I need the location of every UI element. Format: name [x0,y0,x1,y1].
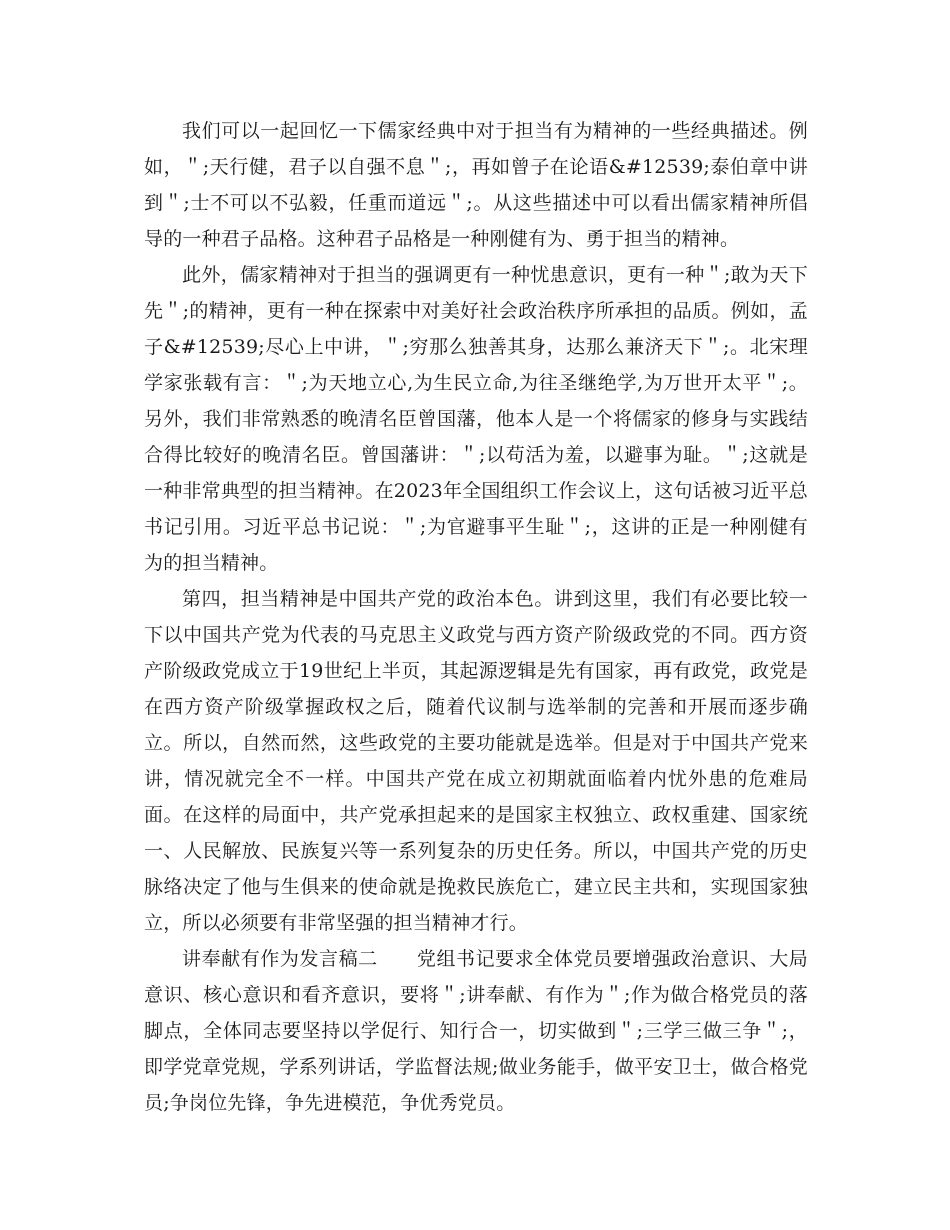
paragraph-confucian-classics: 我们可以一起回忆一下儒家经典中对于担当有为精神的一些经典描述。例如，＂;天行健，君子以自强不息＂;，再如曾子在论语&#12539;泰伯章中讲到＂;士不可以不弘毅，任重而道远＂;。从这些描述中可以看出儒家精神所倡导的一种君子品格。这种君子品格是一种刚健有为、勇于担当的精神。 [144,120,808,250]
paragraph-confucian-responsibility: 此外，儒家精神对于担当的强调更有一种忧患意识，更有一种＂;敢为天下先＂;的精神，更有一种在探索中对美好社会政治秩序所承担的品质。例如，孟子&#12539;尽心上中讲，＂;穷那么独善其身，达那么兼济天下＂;。北宋理学家张载有言：＂;为天地立心,为生民立命,为往圣继绝学,为万世开太平＂;。另外，我们非常熟悉的晚清名臣曾国藩，他本人是一个将儒家的修身与实践结合得比较好的晚清名臣。曾国藩讲：＂;以苟活为羞，以避事为耻。＂;这就是一种非常典型的担当精神。在2023年全国组织工作会议上，这句话被习近平总书记引用。习近平总书记说：＂;为官避事平生耻＂;，这讲的正是一种刚健有为的担当精神。 [144,264,808,574]
paragraph-party-character: 第四，担当精神是中国共产党的政治本色。讲到这里，我们有必要比较一下以中国共产党为代表的马克思主义政党与西方资产阶级政党的不同。西方资产阶级政党成立于19世纪上半页，其起源逻辑是先有国家，再有政党，政党是在西方资产阶级掌握政权之后，随着代议制与选举制的完善和开展而逐步确立。所以，自然而然，这些政党的主要功能就是选举。但是对于中国共产党来讲，情况就完全不一样。中国共产党在成立初期就面临着内忧外患的危难局面。在这样的局面中，共产党承担起来的是国家主权独立、政权重建、国家统一、人民解放、民族复兴等一系列复杂的历史任务。所以，中国共产党的历史脉络决定了他与生俱来的使命就是挽救民族危亡，建立民主共和，实现国家独立，所以必须要有非常坚强的担当精神才行。 [144,588,808,934]
document-body [144,113,808,1121]
paragraph-speech-two: 讲奉献有作为发言稿二 党组书记要求全体党员要增强政治意识、大局意识、核心意识和看齐意识，要将＂;讲奉献、有作为＂;作为做合格党员的落脚点，全体同志要坚持以学促行、知行合一，切实做到＂;三学三做三争＂;，即学党章党规，学系列讲话，学监督法规;做业务能手，做平安卫士，做合格党员;争岗位先锋，争先进模范，争优秀党员。 [144,948,808,1114]
